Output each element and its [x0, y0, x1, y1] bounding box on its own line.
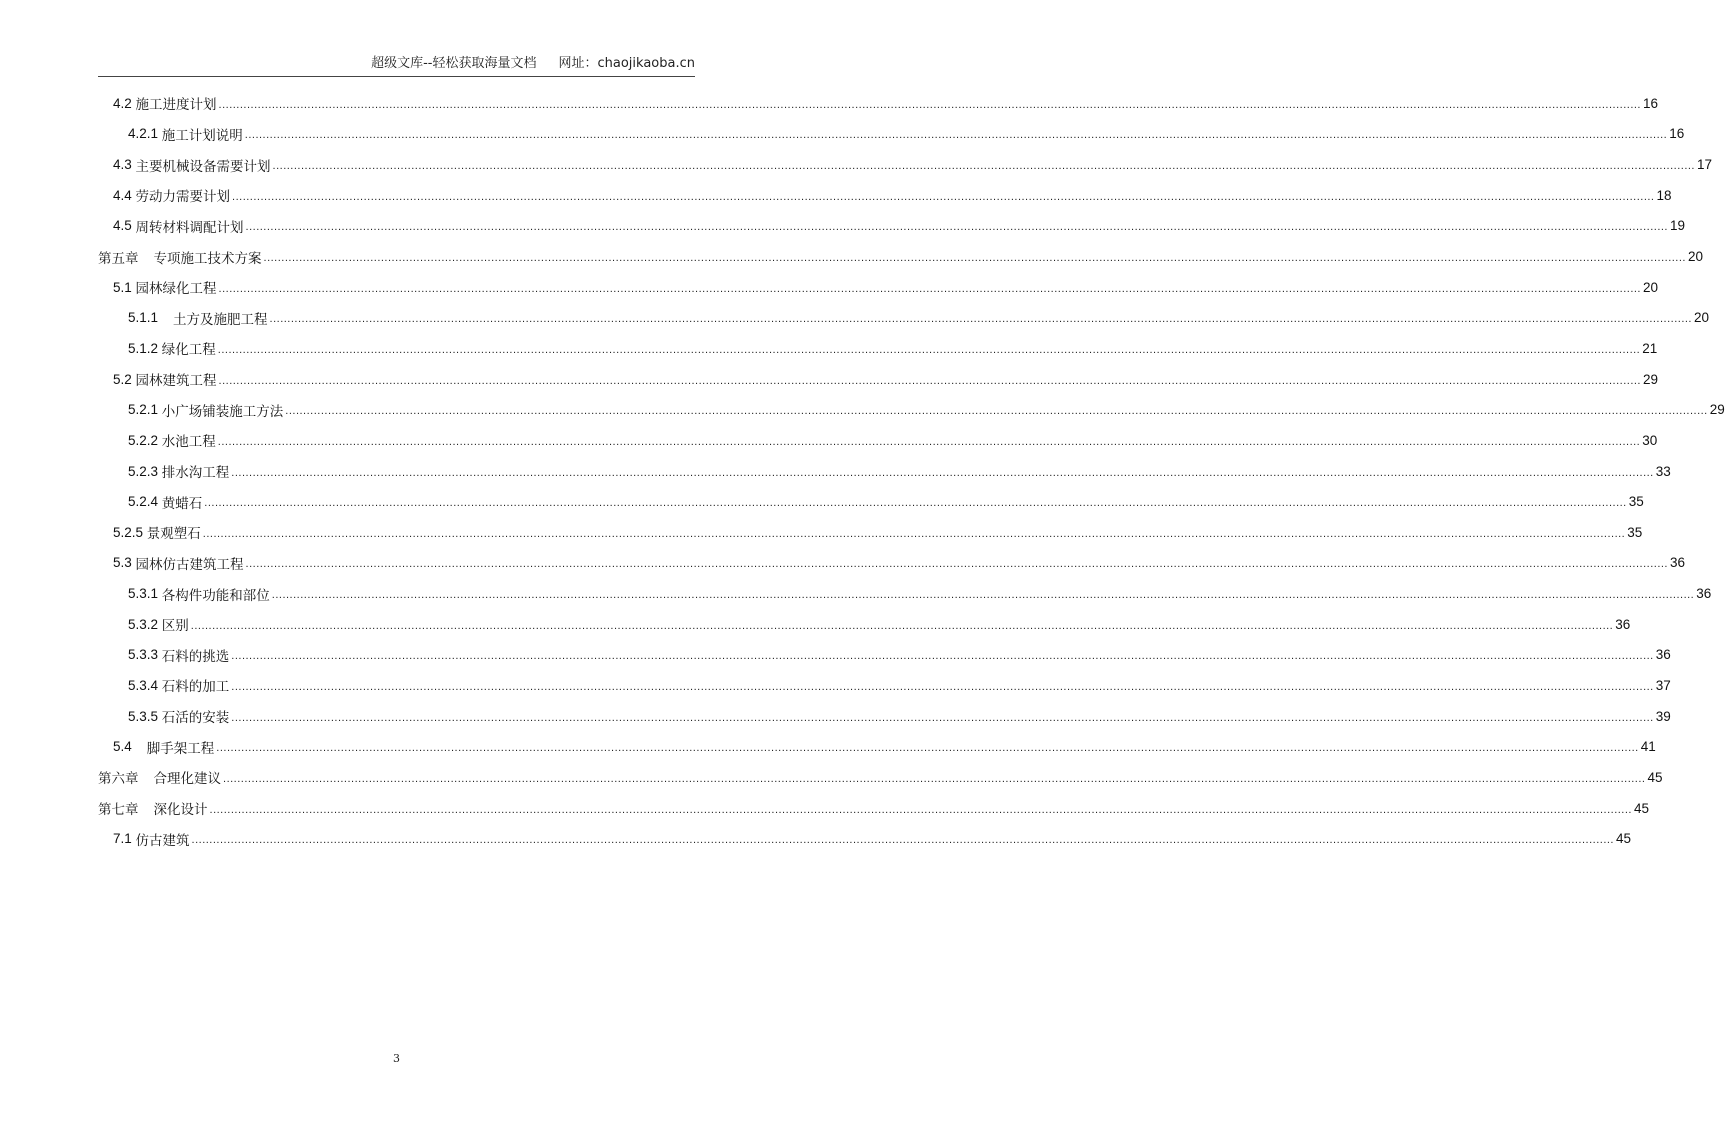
toc-entry-title: 园林仿古建筑工程: [135, 556, 244, 573]
toc-entry-number: 第七章: [98, 802, 154, 818]
toc-entry-number: 第六章: [98, 771, 154, 787]
toc-entry[interactable]: [98, 272, 1659, 303]
toc-entry-page: 45: [1647, 769, 1663, 785]
toc-entry-page: 19: [1670, 218, 1686, 234]
toc-entry-page: 45: [1633, 800, 1650, 816]
toc-entry-title: 石料的挑选: [161, 648, 230, 665]
toc-entry[interactable]: [98, 609, 1631, 640]
toc-entry-title: 脚手架工程: [146, 740, 215, 757]
toc-dot-leader: ................................................................................................................................................................................................................................................................................................................................................................................................................: [285, 405, 1708, 418]
toc-dot-leader: ................................................................................................................................................................................................................................................................................................................................................................................................................: [231, 466, 1654, 479]
toc-entry-title: 施工计划说明: [161, 127, 243, 144]
toc-entry[interactable]: [98, 823, 1632, 854]
toc-entry-page: 20: [1687, 249, 1704, 265]
toc-dot-leader: ................................................................................................................................................................................................................................................................................................................................................................................................................: [269, 313, 1692, 326]
toc-dot-leader: ................................................................................................................................................................................................................................................................................................................................................................................................................: [217, 435, 1641, 448]
toc-entry-number: 4.5: [113, 218, 136, 234]
toc-entry[interactable]: [98, 425, 1658, 456]
toc-dot-leader: ................................................................................................................................................................................................................................................................................................................................................................................................................: [202, 527, 1626, 540]
toc-entry[interactable]: [98, 456, 1671, 487]
toc-entry-title: 周转材料调配计划: [135, 219, 244, 236]
toc-entry-page: 16: [1669, 126, 1685, 142]
toc-entry[interactable]: [98, 364, 1659, 395]
toc-entry[interactable]: [98, 241, 1704, 272]
toc-entry[interactable]: [98, 578, 1712, 609]
toc-entry[interactable]: [98, 302, 1710, 333]
toc-dot-leader: ................................................................................................................................................................................................................................................................................................................................................................................................................: [263, 252, 1686, 265]
toc-entry-page: 45: [1616, 831, 1632, 847]
toc-entry-number: 5.1: [113, 279, 136, 295]
toc-entry-number: 5.1.2: [128, 340, 162, 356]
toc-entry-title: 园林建筑工程: [135, 373, 217, 390]
toc-dot-leader: ................................................................................................................................................................................................................................................................................................................................................................................................................: [231, 650, 1654, 663]
toc-dot-leader: ................................................................................................................................................................................................................................................................................................................................................................................................................: [209, 803, 1632, 816]
toc-entry-number: 5.4: [113, 739, 147, 755]
toc-entry-number: 5.3.3: [128, 647, 162, 663]
toc-entry-number: 4.3: [113, 157, 136, 173]
toc-entry-number: 5.2.2: [128, 432, 162, 448]
toc-entry-number: 第五章: [98, 250, 154, 266]
toc-entry[interactable]: [98, 670, 1671, 701]
toc-entry-page: 35: [1628, 494, 1644, 510]
toc-entry-page: 29: [1709, 402, 1725, 418]
toc-entry-page: 41: [1640, 739, 1656, 755]
toc-entry-number: 5.2.3: [128, 463, 162, 479]
toc-dot-leader: ................................................................................................................................................................................................................................................................................................................................................................................................................: [190, 619, 1614, 632]
toc-entry-page: 16: [1643, 95, 1659, 111]
toc-entry-title: 各构件功能和部位: [161, 587, 270, 604]
toc-entry-title: 劳动力需要计划: [135, 189, 231, 206]
toc-entry-title: 园林绿化工程: [135, 281, 217, 298]
toc-dot-leader: ................................................................................................................................................................................................................................................................................................................................................................................................................: [204, 497, 1627, 510]
toc-dot-leader: ................................................................................................................................................................................................................................................................................................................................................................................................................: [231, 680, 1654, 693]
toc-entry-page: 36: [1696, 586, 1712, 602]
toc-entry[interactable]: [98, 333, 1658, 364]
toc-dot-leader: ................................................................................................................................................................................................................................................................................................................................................................................................................: [216, 742, 1639, 755]
toc-dot-leader: ................................................................................................................................................................................................................................................................................................................................................................................................................: [272, 160, 1695, 173]
header-divider: [98, 76, 695, 77]
toc-entry-page: 29: [1643, 371, 1659, 387]
toc-entry-page: 39: [1655, 708, 1671, 724]
header-site-url[interactable]: chaojikaoba.cn: [597, 56, 695, 71]
toc-entry-title: 土方及施肥工程: [173, 311, 268, 328]
toc-entry-number: 4.2.1: [128, 126, 162, 142]
toc-entry-number: 5.3.2: [128, 616, 162, 632]
toc-entry-title: 黄蜡石: [161, 495, 203, 512]
toc-entry[interactable]: [98, 548, 1686, 579]
toc-entry-number: 5.3: [113, 555, 136, 571]
toc-entry-title: 合理化建议: [153, 771, 222, 788]
toc-entry-page: 35: [1627, 524, 1643, 540]
toc-entry-page: 20: [1694, 310, 1710, 326]
toc-dot-leader: ................................................................................................................................................................................................................................................................................................................................................................................................................: [244, 129, 1668, 142]
toc-entry-title: 深化设计: [153, 802, 208, 819]
toc-dot-leader: ................................................................................................................................................................................................................................................................................................................................................................................................................: [218, 374, 1641, 387]
toc-entry-title: 绿化工程: [161, 342, 216, 359]
toc-entry[interactable]: [98, 88, 1659, 119]
toc-entry-number: 5.2: [113, 371, 136, 387]
toc-entry-title: 主要机械设备需要计划: [135, 158, 271, 175]
toc-entry-title: 石活的安装: [161, 710, 230, 727]
toc-dot-leader: ................................................................................................................................................................................................................................................................................................................................................................................................................: [217, 343, 1641, 356]
toc-entry-number: 4.2: [113, 95, 136, 111]
toc-entry-page: 17: [1697, 157, 1713, 173]
toc-entry[interactable]: [98, 486, 1644, 517]
toc-entry[interactable]: [98, 793, 1650, 824]
toc-entry-page: 18: [1656, 187, 1672, 203]
toc-entry-number: 5.2.5: [113, 524, 147, 540]
toc-dot-leader: ................................................................................................................................................................................................................................................................................................................................................................................................................: [245, 221, 1668, 234]
toc-entry-title: 石料的加工: [161, 679, 230, 696]
toc-dot-leader: ................................................................................................................................................................................................................................................................................................................................................................................................................: [231, 711, 1654, 724]
toc-entry-title: 排水沟工程: [161, 465, 230, 481]
toc-entry-title: 小广场铺装施工方法: [161, 403, 284, 420]
toc-entry-title: 景观塑石: [146, 526, 201, 543]
page-number: 3: [393, 1052, 400, 1065]
toc-entry-number: 7.1: [113, 831, 136, 847]
toc-entry-number: 5.2.1: [128, 402, 162, 418]
toc-entry-page: 37: [1655, 677, 1671, 693]
toc-dot-leader: ................................................................................................................................................................................................................................................................................................................................................................................................................: [191, 834, 1614, 847]
toc-entry-page: 36: [1655, 647, 1671, 663]
toc-entry[interactable]: [98, 701, 1671, 732]
toc-entry-number: 5.2.4: [128, 494, 162, 510]
toc-entry-page: 20: [1643, 279, 1659, 295]
toc-entry[interactable]: [98, 394, 1725, 425]
toc-entry-number: 5.1.1: [128, 310, 174, 326]
toc-entry[interactable]: [98, 517, 1643, 548]
toc-dot-leader: ................................................................................................................................................................................................................................................................................................................................................................................................................: [223, 772, 1646, 785]
page-header: [371, 52, 695, 71]
toc-entry-title: 水池工程: [161, 434, 216, 451]
toc-entry-title: 专项施工技术方案: [153, 250, 262, 267]
toc-entry-page: 36: [1615, 616, 1631, 632]
toc-entry[interactable]: [98, 640, 1671, 671]
toc-entry[interactable]: [98, 149, 1713, 180]
header-tagline: 超级文库--轻松获取海量文档: [371, 56, 537, 71]
toc-entry-title: 区别: [161, 618, 189, 635]
toc-entry-title: 仿古建筑: [135, 832, 190, 849]
header-site-label: 网址：: [558, 56, 598, 71]
toc-entry-page: 21: [1642, 340, 1658, 356]
toc-dot-leader: ................................................................................................................................................................................................................................................................................................................................................................................................................: [218, 282, 1641, 295]
toc-entry-number: 5.3.1: [128, 586, 162, 602]
toc-dot-leader: ................................................................................................................................................................................................................................................................................................................................................................................................................: [232, 190, 1655, 203]
toc-entry-title: 施工进度计划: [135, 97, 217, 114]
toc-dot-leader: ................................................................................................................................................................................................................................................................................................................................................................................................................: [271, 589, 1695, 602]
toc-dot-leader: ................................................................................................................................................................................................................................................................................................................................................................................................................: [245, 558, 1668, 571]
toc-entry-number: 5.3.5: [128, 708, 162, 724]
toc-entry-number: 4.4: [113, 187, 136, 203]
toc-entry-page: 36: [1670, 555, 1686, 571]
toc-entry[interactable]: [98, 180, 1672, 211]
toc-dot-leader: ................................................................................................................................................................................................................................................................................................................................................................................................................: [218, 98, 1641, 111]
toc-entry-number: 5.3.4: [128, 677, 162, 693]
toc-entry[interactable]: [98, 731, 1656, 762]
toc-entry[interactable]: [98, 119, 1685, 150]
toc-entry[interactable]: [98, 762, 1663, 793]
table-of-contents: [98, 88, 1725, 854]
toc-entry-page: 33: [1655, 463, 1671, 479]
toc-entry-page: 30: [1642, 432, 1658, 448]
toc-entry[interactable]: [98, 211, 1686, 242]
